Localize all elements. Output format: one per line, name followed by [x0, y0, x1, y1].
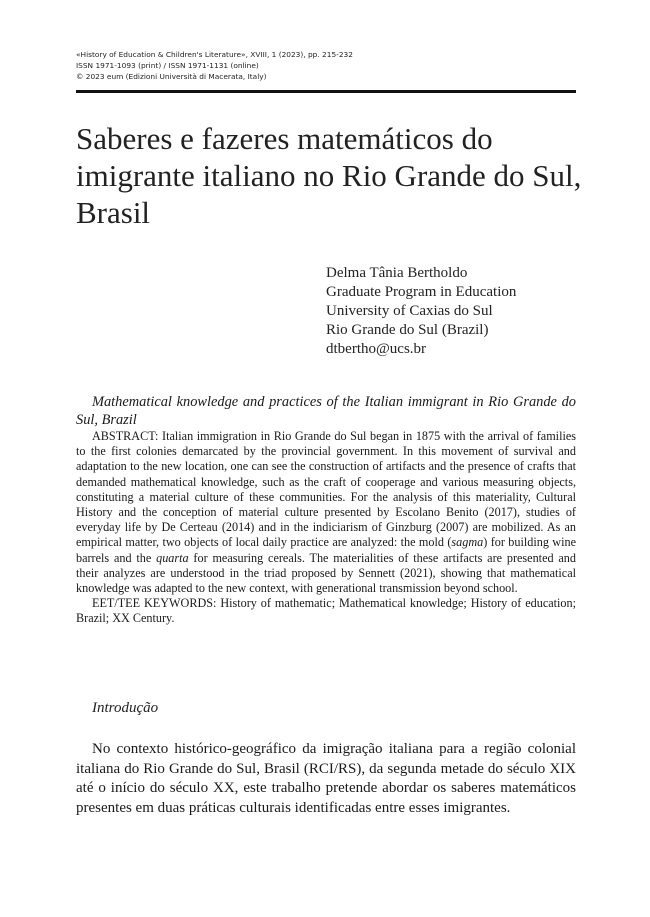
- abstract-block: [76, 393, 576, 627]
- header-rule: [76, 90, 576, 93]
- journal-header: [76, 49, 576, 82]
- english-title: Mathematical knowledge and practices of the Italian immigrant in Rio Grande do Sul, Brazil: [76, 394, 576, 428]
- keywords: EET/TEE KEYWORDS: History of mathematic; Mathematical knowledge; History of education; Brazil; XX Century.: [76, 596, 576, 626]
- author-name: Delma Tânia Bertholdo: [326, 265, 468, 281]
- section-heading: Introdução: [92, 700, 159, 716]
- title-line: Saberes e fazeres matemáticos do: [76, 121, 493, 156]
- journal-issn: ISSN 1971-1093 (print) / ISSN 1971-1131 (online): [76, 61, 259, 70]
- author-email: dtbertho@ucs.br: [326, 341, 427, 357]
- journal-copyright: © 2023 eum (Edizioni Università di Macerata, Italy): [76, 72, 267, 81]
- author-region: Rio Grande do Sul (Brazil): [326, 322, 489, 338]
- abstract-part: ) for building wine barrels and the: [76, 535, 576, 565]
- article-title: [76, 120, 582, 231]
- abstract-text: [76, 429, 576, 596]
- author-program: Graduate Program in Education: [326, 284, 517, 300]
- intro-paragraph: No contexto histórico-geográfico da imigração italiana para a região colonial italiana do Rio Grande do Sul, Brasil (RCI/RS), da segunda metade do século XIX até o início do século XX, este trabalho pretende abordar os saberes matemáticos presentes em duas práticas culturais identificadas entre esses imigrantes.: [76, 741, 576, 816]
- abstract-part: for measuring cereals. The materialities of these artifacts are presented and their analyzes are understood in the triad proposed by Sennett (2021), showing that mathematical knowledge was adapted to the new context, with generational transmission beyond school.: [76, 550, 576, 596]
- title-line: Brasil: [76, 195, 151, 230]
- journal-citation: «History of Education & Children's Literature», XVIII, 1 (2023), pp. 215-232: [76, 50, 353, 59]
- abstract-term-quarta: quarta: [156, 550, 189, 565]
- abstract-part: ABSTRACT: Italian immigration in Rio Grande do Sul began in 1875 with the arrival of families to the first colonies demarcated by the provincial government. In this movement of survival and adaptation to the new location, one can see the construction of artifacts and the presence of crafts that demanded mathematical knowledge, such as the craft of cooperage and various measuring objects, constituting a material culture of these communities. For the analysis of this materiality, Cultural History and the conception of material culture presented by Escolano Benito (2017), studies of everyday life by De Certeau (2014) and in the indiciarism of Ginzburg (2007) are mobilized. As an empirical matter, two objects of local daily practice are analyzed: the mold (: [76, 429, 576, 550]
- author-university: University of Caxias do Sul: [326, 303, 493, 319]
- abstract-term-sagma: sagma: [451, 535, 484, 550]
- title-line: imigrante italiano no Rio Grande do Sul,: [76, 158, 582, 193]
- author-block: [326, 264, 586, 359]
